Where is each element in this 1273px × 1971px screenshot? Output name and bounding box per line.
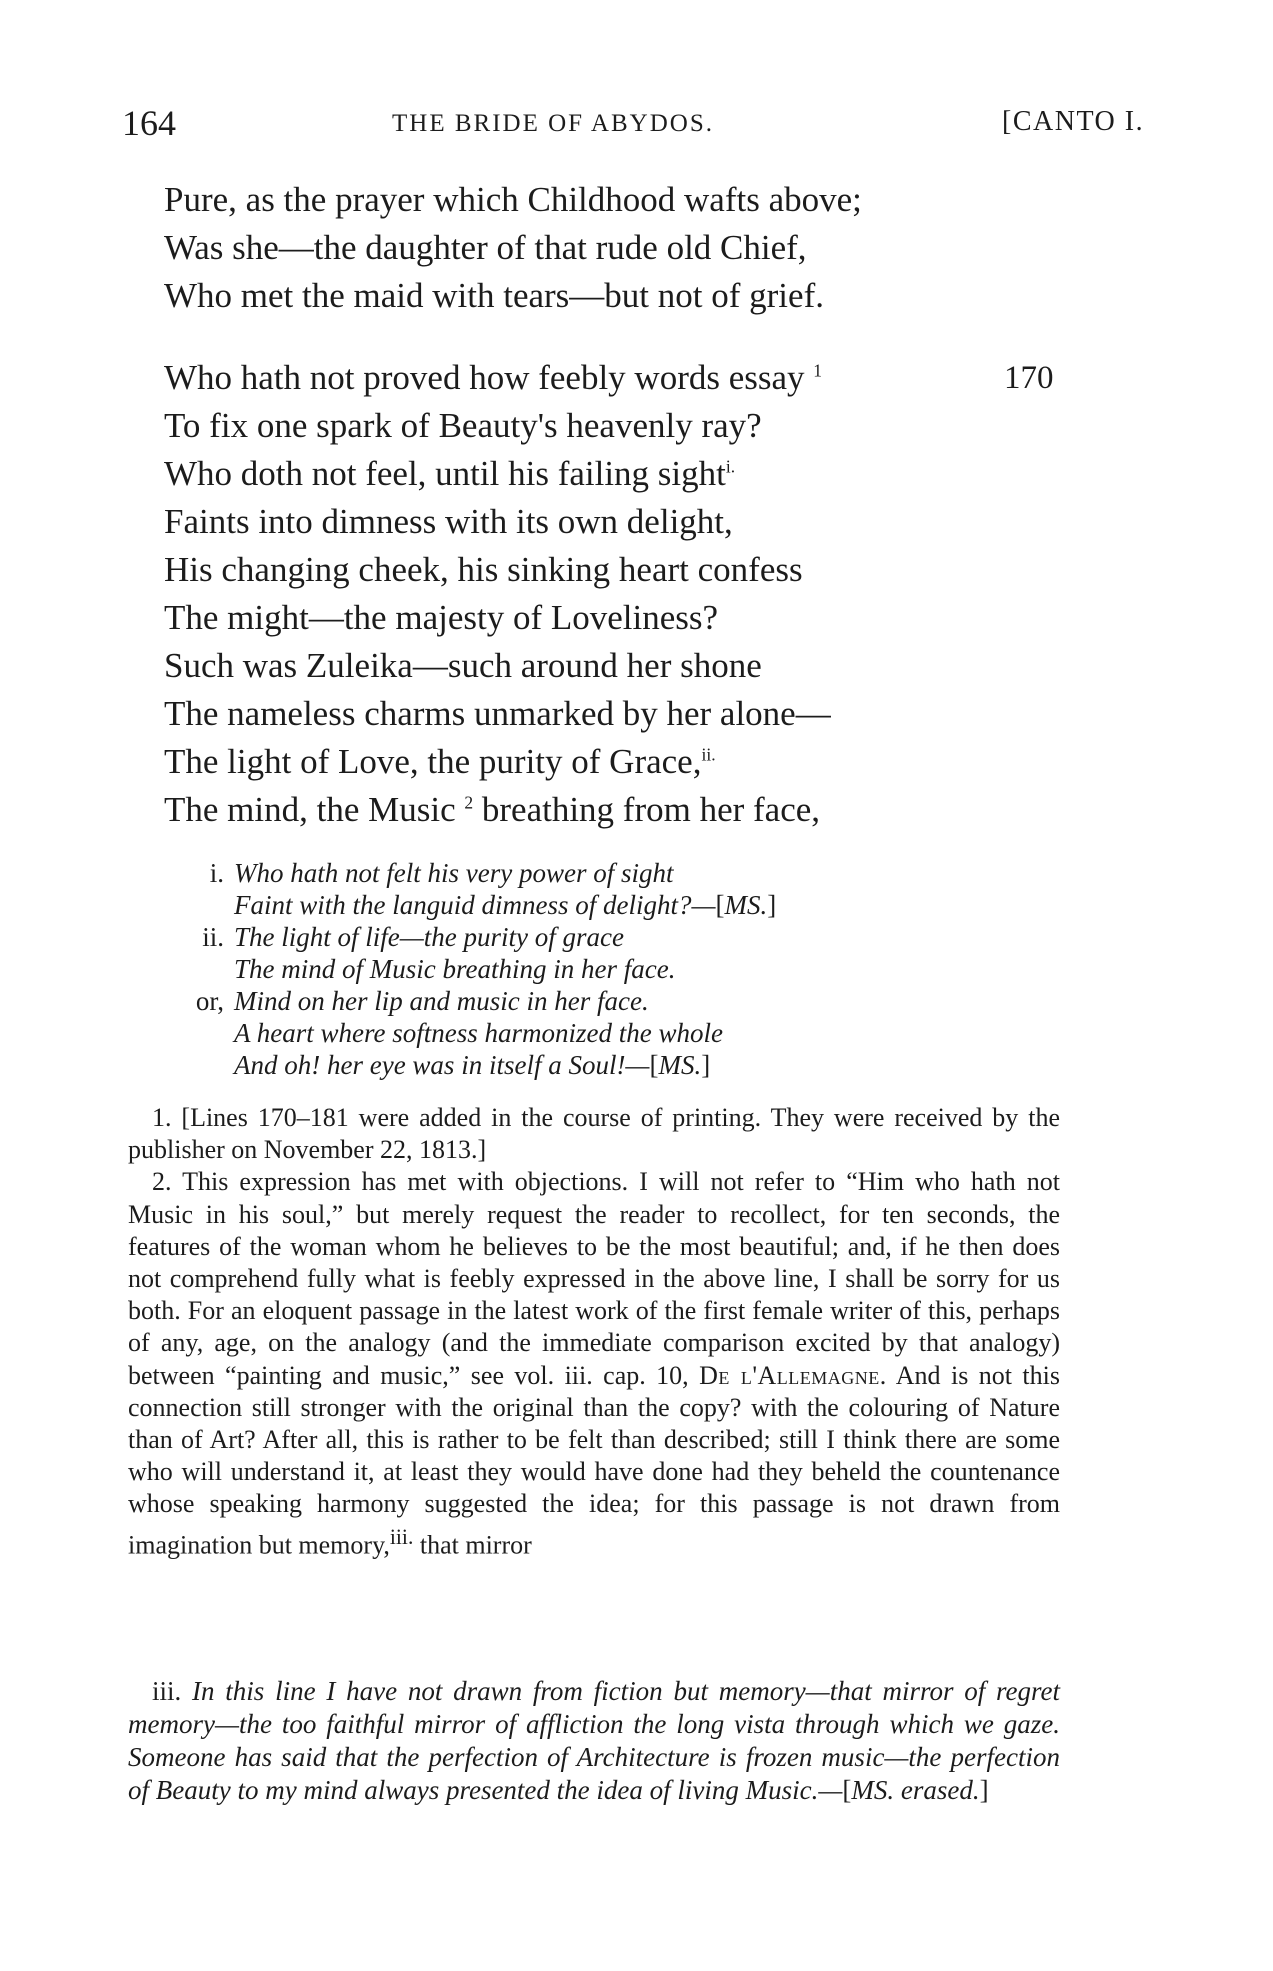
book-title: De l'Allemagne. [699, 1360, 887, 1390]
variant-note-or: or, Mind on her lip and music in her face. A heart where softness harmonized the whole And oh! her eye was in itself a Soul!—[MS.] [195, 986, 723, 1080]
verse-line: Pure, as the prayer which Childhood wafts above; [164, 180, 862, 219]
verse-line: His changing cheek, his sinking heart confess [164, 550, 803, 589]
manuscript-variants [176, 857, 1096, 1081]
footnotes [128, 1102, 1060, 1562]
variant-ref: ii. [701, 744, 716, 765]
stanza-1 [164, 176, 862, 320]
running-title: THE BRIDE OF ABYDOS. [392, 110, 714, 137]
verse-line: The nameless charms unmarked by her alone— [164, 694, 831, 733]
stanza-2 [164, 354, 1054, 834]
footnote-1: 1. [Lines 170–181 were added in the course of printing. They were received by the publisher on November 22, 1813.] [128, 1103, 1060, 1165]
variant-ref: i. [725, 456, 736, 477]
verse-line: The mind, the Music $^2$ breathing from her face, [164, 790, 821, 829]
variant-note-iii: iii. In this line I have not drawn from fiction but memory—that mirror of regret memory—the too faithful mirror of affliction the long vista through which we gaze. Someone has said that the perfection of Architecture is frozen music—the perfection of Beauty to my mind always presented the idea of living Music.—[MS. erased.] [128, 1676, 1061, 1805]
canto-label: [CANTO I. [1002, 106, 1145, 137]
variant-ref: iii. [389, 1524, 414, 1549]
running-header [122, 102, 1145, 152]
footnote-2: 2. This expression has met with objections. I will not refer to “Him who hath not Music in his soul,” but merely request the reader to recollect, for ten seconds, the features of the woman whom he believes to be the most beautiful; and, if he then does not comprehend fully what is feebly expressed in the above line, I shall be sorry for us both. For an eloquent passage in the latest work of the first female writer of this, perhaps of any, age, on the analogy (and the immediate comparison excited by that analogy) between “painting and music,” see vol. iii. cap. 10, De l'Allemagne. And is not this connection still stronger with the original than the copy? with the colouring of Nature than of Art? After all, this is rather to be felt than described; still I think there are some who will understand it, at least they would have done had they beheld the countenance whose speaking harmony suggested the idea; for this passage is not drawn from imagination but memory,$^{iii.}$ that mirror [128, 1167, 1060, 1560]
verse-line: The light of Love, the purity of Grace,$^{ii.}$ [164, 742, 716, 781]
verse-line: To fix one spark of Beauty's heavenly ray? [164, 406, 762, 445]
verse-line: Who met the maid with tears—but not of grief. [164, 276, 824, 315]
footnote-ref: 1 [813, 360, 823, 381]
page-number: 164 [122, 103, 176, 143]
footnote-ref: 2 [464, 792, 474, 813]
verse-line: Was she—the daughter of that rude old Chief, [164, 228, 807, 267]
verse-line: Who hath not proved how feebly words essay $^1$ 170 [164, 354, 831, 402]
verse-line: Such was Zuleika—such around her shone [164, 646, 762, 685]
line-number: 170 [1004, 360, 1054, 396]
variant-note-i: i. Who hath not felt his very power of sight Faint with the languid dimness of delight?—[MS.] [209, 858, 777, 920]
variant-note-ii: ii. The light of life—the purity of grace The mind of Music breathing in her face. [202, 922, 676, 984]
verse-line: The might—the majesty of Loveliness? [164, 598, 719, 637]
verse-line: Faints into dimness with its own delight, [164, 502, 733, 541]
verse-line: Who doth not feel, until his failing sight$^{i.}$ [164, 454, 736, 493]
